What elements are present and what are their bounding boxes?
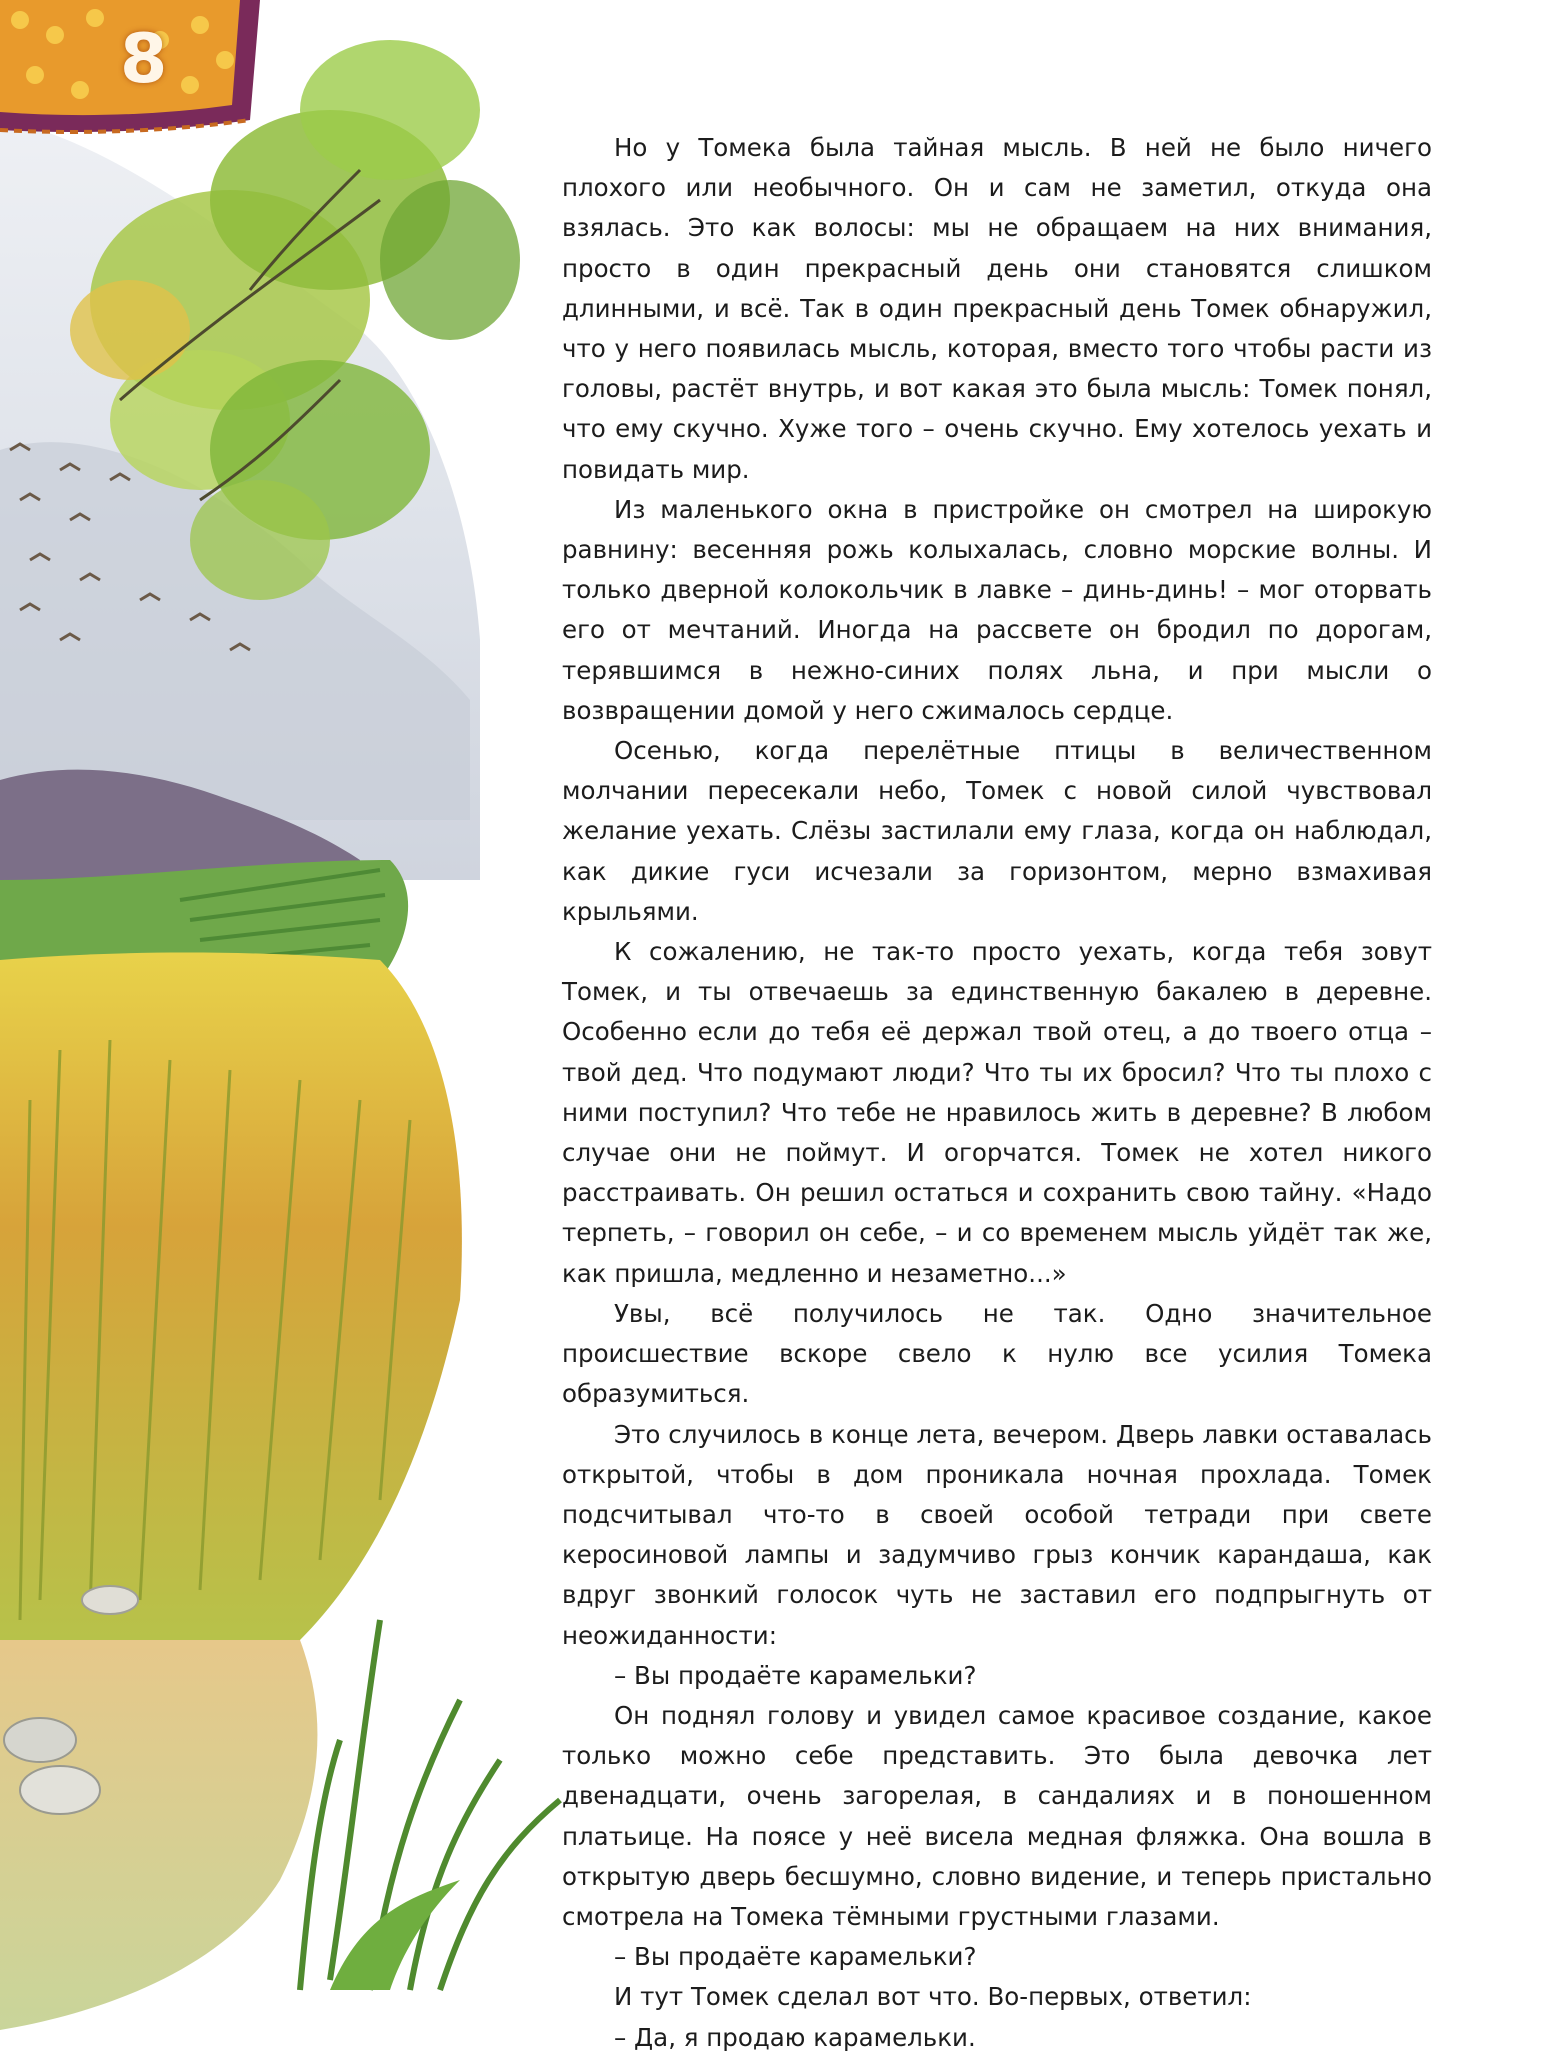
paragraph: Увы, всё получилось не так. Одно значительное происшествие вскоре свело к нулю все усилия Томека образумиться. [562,1298,1432,1409]
stone [4,1718,76,1762]
paragraph: Он поднял голову и увидел самое красивое создание, какое только можно себе представить. Это была девочка лет двенадцати, очень загорелая, в сандалиях и в поношенном платьице. На поясе у неё висела медная фляжка. Она вошла в открытую дверь бесшумно, словно видение, и теперь пристально смотрела на Томека тёмными грустными глазами. [562,1700,1432,1931]
paragraph: Из маленького окна в пристройке он смотрел на широкую равнину: весенняя рожь колыхалась, словно морские волны. И только дверной колокольчик в лавке – динь-динь! – мог оторвать его от мечтаний. Иногда на рассвете он бродил по дорогам, терявшимся в нежно-синих полях льна, и при мысли о возвращении домой у него сжималось сердце. [562,494,1432,725]
dirt-path [0,1640,317,2030]
wheat-field [0,953,462,1641]
story-text [562,128,1432,2058]
grass-clump [300,1620,560,1990]
paragraph: К сожалению, не так-то просто уехать, когда тебя зовут Томек, и ты отвечаешь за единственную бакалею в деревне. Особенно если до тебя её держал твой отец, а до твоего отца – твой дед. Что подумают люди? Что ты их бросил? Что ты плохо с ними поступил? Что тебе не нравилось жить в деревне? В любом случае они не поймут. И огорчатся. Томек не хотел никого расстраивать. Он решил остаться и сохранить свою тайну. «Надо терпеть, – говорил он себе, – и со временем мысль уйдёт так же, как пришла, медленно и незаметно...» [562,937,1432,1288]
paragraph: Это случилось в конце лета, вечером. Дверь лавки оставалась открытой, чтобы в дом проникала ночная прохлада. Томек подсчитывал что-то в своей особой тетради при свете керосиновой лампы и задумчиво грыз кончик карандаша, как вдруг звонкий голосок чуть не заставил его подпрыгнуть от неожиданности: [562,1419,1432,1650]
paragraph: – Да, я продаю карамельки. [614,2022,976,2052]
page-number: 8 [120,20,168,99]
paragraph: – Вы продаёте карамельки? [614,1660,977,1690]
paragraph: Осенью, когда перелётные птицы в величественном молчании пересекали небо, Томек с новой силой чувствовал желание уехать. Слёзы застилали ему глаза, когда он наблюдал, как дикие гуси исчезали за горизонтом, мерно взмахивая крыльями. [562,736,1432,926]
paragraph: И тут Томек сделал вот что. Во-первых, ответил: [614,1982,1252,2012]
paragraph: Но у Томека была тайная мысль. В ней не было ничего плохого или необычного. Он и сам не заметил, откуда она взялась. Это как волосы: мы не обращаем на них внимания, просто в один прекрасный день они становятся слишком длинными, и всё. Так в один прекрасный день Томек обнаружил, что у него появилась мысль, которая, вместо того чтобы расти из головы, растёт внутрь, и вот какая это была мысль: Томек понял, что ему скучно. Хуже того – очень скучно. Ему хотелось уехать и повидать мир. [562,133,1432,484]
paragraph: – Вы продаёте карамельки? [614,1942,977,1972]
stone [20,1766,100,1814]
stone [82,1586,138,1614]
